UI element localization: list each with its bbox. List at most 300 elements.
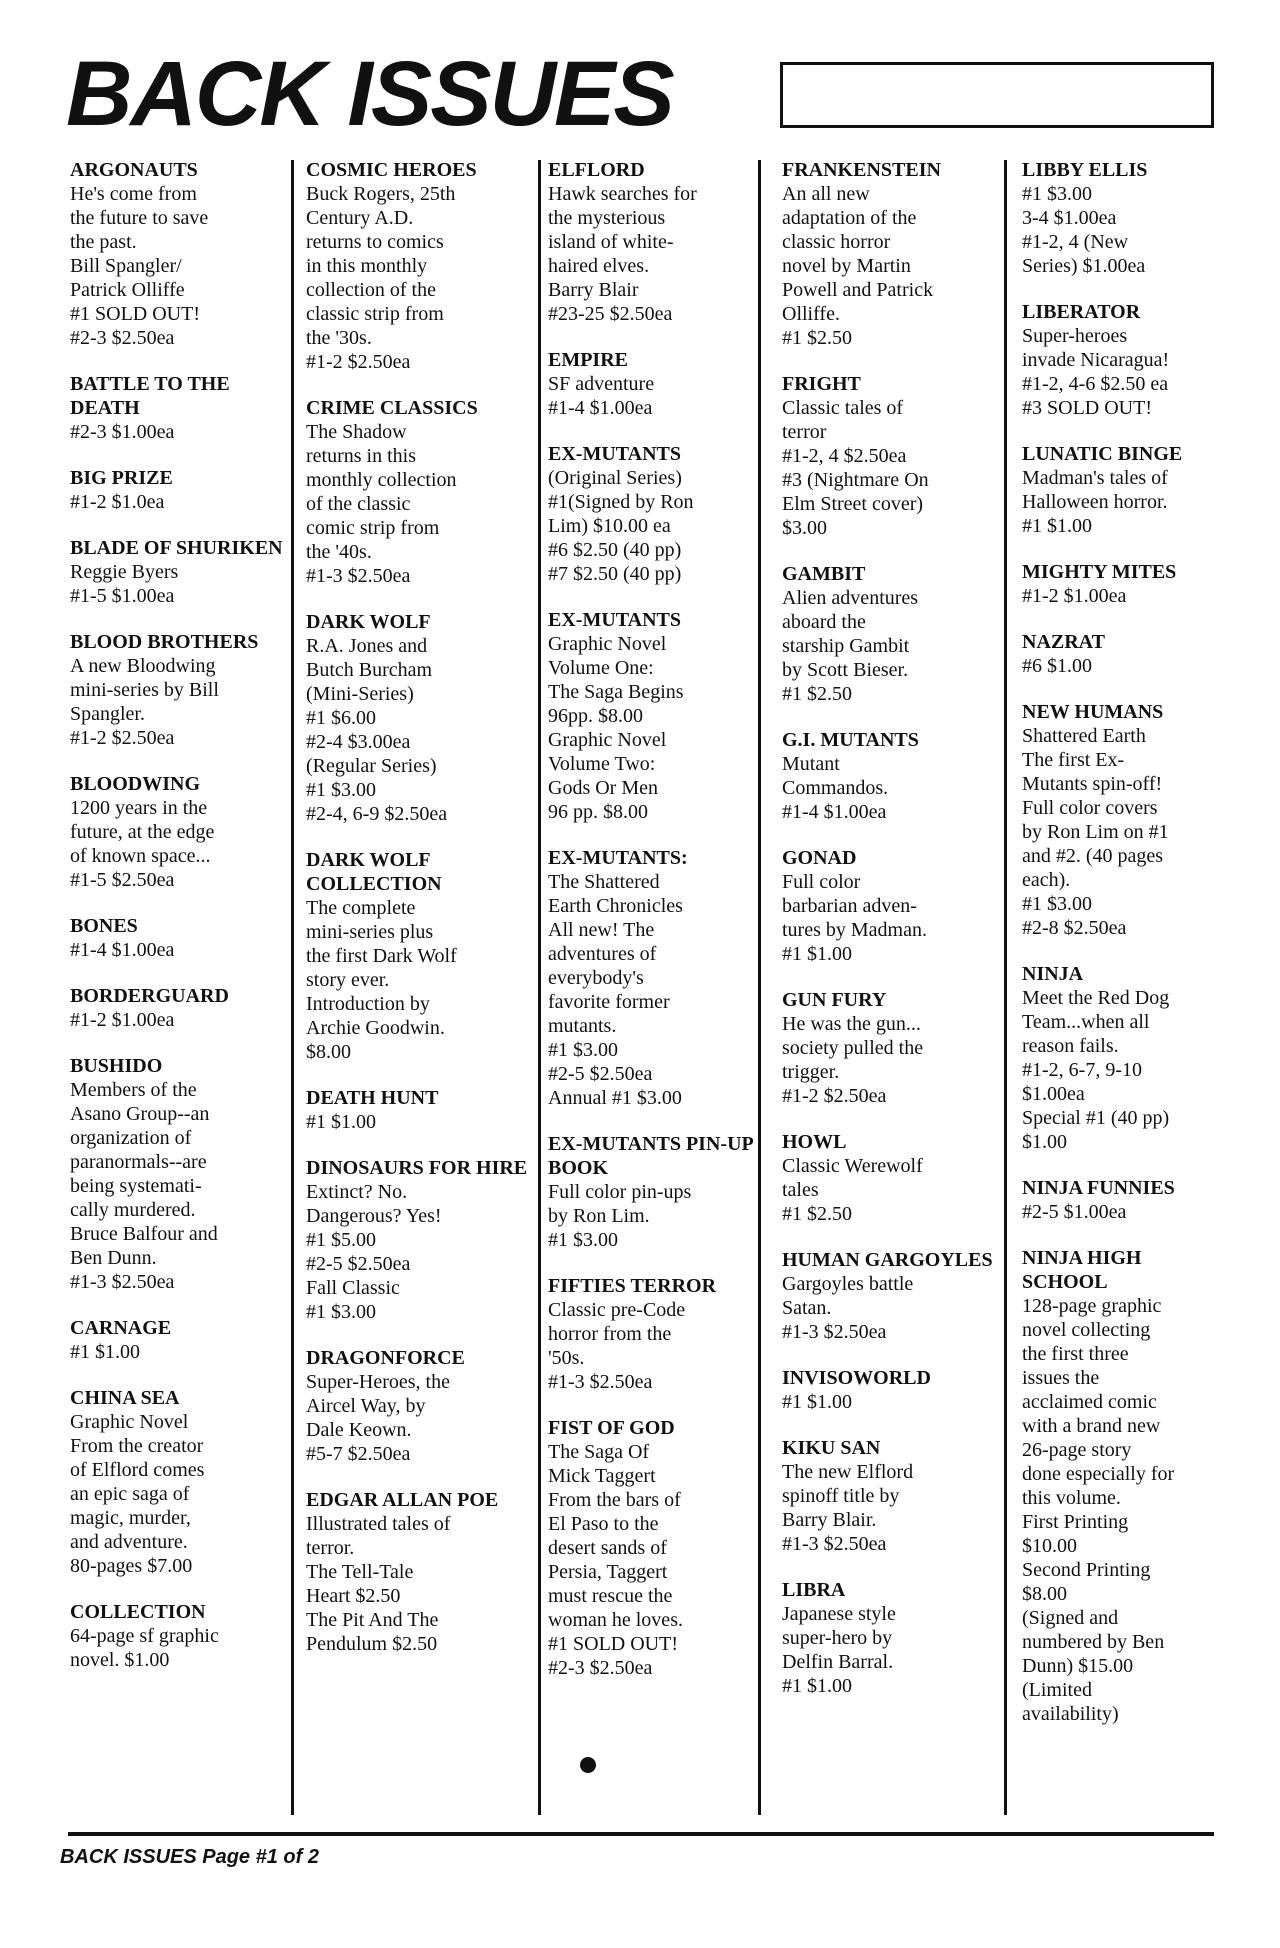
issue-detail-line: cally murdered. bbox=[70, 1199, 196, 1221]
issue-title: CARNAGE bbox=[70, 1317, 172, 1339]
issue-detail-line: barbarian adven- bbox=[782, 895, 917, 917]
issue-detail-line: the '40s. bbox=[306, 541, 372, 563]
issue-detail-line: Archie Goodwin. bbox=[306, 1017, 445, 1039]
issue-entry bbox=[782, 1130, 1012, 1226]
issue-detail-line: Alien adventures bbox=[782, 587, 919, 609]
issue-detail-line: From the creator bbox=[70, 1435, 204, 1457]
issue-entry bbox=[1022, 962, 1222, 1154]
issue-detail-line: Mutant bbox=[782, 753, 840, 775]
issue-detail-line: #2-4 $3.00ea bbox=[306, 731, 411, 753]
issue-entry bbox=[1022, 1176, 1222, 1224]
issue-detail-line: 3-4 $1.00ea bbox=[1022, 207, 1117, 229]
issue-entry bbox=[782, 1436, 1012, 1556]
issue-detail-line: 96 pp. $8.00 bbox=[548, 801, 648, 823]
issue-detail-line: numbered by Ben bbox=[1022, 1631, 1165, 1653]
issue-detail-line: woman he loves. bbox=[548, 1609, 683, 1631]
issue-title: EX-MUTANTS bbox=[548, 609, 681, 631]
issue-detail-line: (Original Series) bbox=[548, 467, 682, 489]
issue-entry bbox=[1022, 300, 1222, 420]
issue-detail-line: The Saga Begins bbox=[548, 681, 684, 703]
issue-detail-line: future, at the edge bbox=[70, 821, 215, 843]
issue-detail-line: this volume. bbox=[1022, 1487, 1121, 1509]
issue-entry bbox=[70, 1054, 292, 1294]
issue-detail-line: the future to save bbox=[70, 207, 209, 229]
issue-detail-line: Bruce Balfour and bbox=[70, 1223, 218, 1245]
column-4 bbox=[782, 158, 1012, 1818]
issue-detail-line: Century A.D. bbox=[306, 207, 414, 229]
issue-title: BATTLE TO THE DEATH bbox=[70, 373, 230, 419]
issue-title: GAMBIT bbox=[782, 563, 866, 585]
issue-detail-line: the first three bbox=[1022, 1343, 1129, 1365]
issue-detail-line: novel. $1.00 bbox=[70, 1649, 170, 1671]
issue-entry bbox=[548, 442, 780, 586]
issue-title: ELFLORD bbox=[548, 159, 645, 181]
issue-detail-line: novel by Martin bbox=[782, 255, 911, 277]
issue-detail-line: #1-3 $2.50ea bbox=[70, 1271, 175, 1293]
issue-title: EX-MUTANTS: bbox=[548, 847, 688, 869]
issue-detail-line: The new Elflord bbox=[782, 1461, 914, 1483]
issue-entry bbox=[782, 1366, 1012, 1414]
issue-detail-line: Patrick Olliffe bbox=[70, 279, 185, 301]
issue-detail-line: Graphic Novel bbox=[548, 729, 667, 751]
issue-title: MIGHTY MITES bbox=[1022, 561, 1177, 583]
issue-detail-line: #1 $3.00 bbox=[306, 779, 376, 801]
issue-detail-line: each). bbox=[1022, 869, 1071, 891]
issue-detail-line: mini-series plus bbox=[306, 921, 434, 943]
issue-detail-line: Heart $2.50 bbox=[306, 1585, 401, 1607]
issue-title: KIKU SAN bbox=[782, 1437, 881, 1459]
issue-detail-line: mini-series by Bill bbox=[70, 679, 219, 701]
issue-detail-line: Asano Group--an bbox=[70, 1103, 210, 1125]
bottom-rule bbox=[68, 1832, 1214, 1836]
issue-detail-line: tures by Madman. bbox=[782, 919, 927, 941]
issue-detail-line: Introduction by bbox=[306, 993, 430, 1015]
issue-detail-line: Pendulum $2.50 bbox=[306, 1633, 438, 1655]
issue-entry bbox=[70, 1386, 292, 1578]
issue-detail-line: $1.00 bbox=[1022, 1131, 1067, 1153]
issue-detail-line: #6 $2.50 (40 pp) bbox=[548, 539, 682, 561]
issue-title: BLADE OF SHURIKEN bbox=[70, 537, 283, 559]
issue-detail-line: The Saga Of bbox=[548, 1441, 650, 1463]
issue-entry bbox=[70, 1316, 292, 1364]
issue-entry bbox=[548, 1416, 780, 1680]
issue-entry bbox=[1022, 1246, 1222, 1726]
issue-title: G.I. MUTANTS bbox=[782, 729, 919, 751]
issue-detail-line: the past. bbox=[70, 231, 137, 253]
issue-detail-line: #2-5 $2.50ea bbox=[306, 1253, 411, 1275]
issue-title: HOWL bbox=[782, 1131, 847, 1153]
issue-detail-line: From the bars of bbox=[548, 1489, 681, 1511]
issue-detail-line: #1-5 $2.50ea bbox=[70, 869, 175, 891]
issue-detail-line: (Regular Series) bbox=[306, 755, 437, 777]
issue-entry bbox=[70, 158, 292, 350]
issue-detail-line: favorite former bbox=[548, 991, 670, 1013]
issue-detail-line: The Pit And The bbox=[306, 1609, 439, 1631]
issue-title: COSMIC HEROES bbox=[306, 159, 477, 181]
issue-detail-line: #1 $3.00 bbox=[1022, 893, 1092, 915]
issue-detail-line: 96pp. $8.00 bbox=[548, 705, 643, 727]
listing-columns bbox=[70, 158, 1220, 1818]
issue-detail-line: #2-5 $2.50ea bbox=[548, 1063, 653, 1085]
issue-detail-line: the first Dark Wolf bbox=[306, 945, 457, 967]
issue-detail-line: Aircel Way, by bbox=[306, 1395, 426, 1417]
issue-title: LIBBY ELLIS bbox=[1022, 159, 1148, 181]
issue-title: COLLECTION bbox=[70, 1601, 206, 1623]
issue-entry bbox=[1022, 442, 1222, 538]
issue-title: LUNATIC BINGE bbox=[1022, 443, 1183, 465]
issue-detail-line: and #2. (40 pages bbox=[1022, 845, 1164, 867]
issue-entry bbox=[782, 562, 1012, 706]
issue-detail-line: (Signed and bbox=[1022, 1607, 1119, 1629]
issue-detail-line: issues the bbox=[1022, 1367, 1100, 1389]
issue-detail-line: #1-2, 6-7, 9-10 bbox=[1022, 1059, 1142, 1081]
issue-detail-line: acclaimed comic bbox=[1022, 1391, 1157, 1413]
issue-detail-line: by Ron Lim on #1 bbox=[1022, 821, 1169, 843]
issue-detail-line: Ben Dunn. bbox=[70, 1247, 157, 1269]
issue-title: BLOOD BROTHERS bbox=[70, 631, 259, 653]
issue-detail-line: El Paso to the bbox=[548, 1513, 659, 1535]
issue-detail-line: R.A. Jones and bbox=[306, 635, 428, 657]
issue-detail-line: the '30s. bbox=[306, 327, 372, 349]
issue-title: DRAGONFORCE bbox=[306, 1347, 465, 1369]
issue-detail-line: Shattered Earth bbox=[1022, 725, 1146, 747]
issue-detail-line: the mysterious bbox=[548, 207, 666, 229]
issue-title: BLOODWING bbox=[70, 773, 201, 795]
issue-entry bbox=[306, 1156, 536, 1324]
issue-entry bbox=[1022, 560, 1222, 608]
issue-entry bbox=[70, 536, 292, 608]
issue-title: NINJA HIGH SCHOOL bbox=[1022, 1247, 1142, 1293]
issue-detail-line: #1 $6.00 bbox=[306, 707, 376, 729]
issue-detail-line: everybody's bbox=[548, 967, 644, 989]
issue-entry bbox=[1022, 700, 1222, 940]
issue-detail-line: #6 $1.00 bbox=[1022, 655, 1092, 677]
issue-detail-line: #1-2 $2.50ea bbox=[306, 351, 411, 373]
issue-title: CHINA SEA bbox=[70, 1387, 180, 1409]
issue-detail-line: Commandos. bbox=[782, 777, 889, 799]
issue-detail-line: #1 SOLD OUT! bbox=[70, 303, 200, 325]
issue-entry bbox=[782, 846, 1012, 966]
issue-detail-line: Halloween horror. bbox=[1022, 491, 1168, 513]
issue-detail-line: Mick Taggert bbox=[548, 1465, 656, 1487]
issue-detail-line: #1-3 $2.50ea bbox=[782, 1533, 887, 1555]
issue-detail-line: Hawk searches for bbox=[548, 183, 697, 205]
issue-entry bbox=[70, 466, 292, 514]
issue-detail-line: tales bbox=[782, 1179, 819, 1201]
issue-detail-line: adaptation of the bbox=[782, 207, 917, 229]
issue-detail-line: island of white- bbox=[548, 231, 674, 253]
ink-blot-mark bbox=[580, 1757, 596, 1773]
issue-detail-line: #1-2, 4 (New bbox=[1022, 231, 1129, 253]
issue-title: FRANKENSTEIN bbox=[782, 159, 941, 181]
issue-detail-line: Earth Chronicles bbox=[548, 895, 683, 917]
issue-detail-line: Graphic Novel bbox=[548, 633, 667, 655]
issue-detail-line: #1 $1.00 bbox=[70, 1341, 140, 1363]
issue-detail-line: aboard the bbox=[782, 611, 866, 633]
issue-detail-line: #1 $1.00 bbox=[1022, 515, 1092, 537]
issue-detail-line: Team...when all bbox=[1022, 1011, 1150, 1033]
issue-detail-line: reason fails. bbox=[1022, 1035, 1119, 1057]
issue-title: ARGONAUTS bbox=[70, 159, 198, 181]
issue-title: NAZRAT bbox=[1022, 631, 1105, 653]
issue-detail-line: First Printing bbox=[1022, 1511, 1129, 1533]
issue-detail-line: #1-2 $2.50ea bbox=[782, 1085, 887, 1107]
issue-detail-line: The Shadow bbox=[306, 421, 407, 443]
issue-detail-line: #1 $2.50 bbox=[782, 683, 852, 705]
issue-detail-line: Elm Street cover) bbox=[782, 493, 924, 515]
issue-entry bbox=[70, 772, 292, 892]
issue-detail-line: #1 SOLD OUT! bbox=[548, 1633, 678, 1655]
issue-detail-line: A new Bloodwing bbox=[70, 655, 216, 677]
issue-detail-line: paranormals--are bbox=[70, 1151, 207, 1173]
issue-detail-line: terror bbox=[782, 421, 827, 443]
issue-detail-line: #1 $3.00 bbox=[1022, 183, 1092, 205]
issue-entry bbox=[782, 988, 1012, 1108]
issue-detail-line: mutants. bbox=[548, 1015, 617, 1037]
column-5 bbox=[1022, 158, 1222, 1818]
issue-detail-line: Full color pin-ups bbox=[548, 1181, 692, 1203]
issue-detail-line: returns in this bbox=[306, 445, 416, 467]
issue-detail-line: #1-3 $2.50ea bbox=[782, 1321, 887, 1343]
issue-detail-line: Barry Blair bbox=[548, 279, 639, 301]
issue-detail-line: classic strip from bbox=[306, 303, 444, 325]
issue-detail-line: Super-heroes bbox=[1022, 325, 1128, 347]
issue-detail-line: Buck Rogers, 25th bbox=[306, 183, 456, 205]
issue-detail-line: 26-page story bbox=[1022, 1439, 1132, 1461]
issue-detail-line: #1 $1.00 bbox=[782, 1391, 852, 1413]
issue-title: BUSHIDO bbox=[70, 1055, 163, 1077]
issue-detail-line: and adventure. bbox=[70, 1531, 188, 1553]
issue-title: EDGAR ALLAN POE bbox=[306, 1489, 499, 1511]
issue-detail-line: terror. bbox=[306, 1537, 355, 1559]
issue-title: CRIME CLASSICS bbox=[306, 397, 478, 419]
issue-detail-line: $1.00ea bbox=[1022, 1083, 1085, 1105]
issue-entry bbox=[306, 1488, 536, 1656]
issue-entry bbox=[782, 1578, 1012, 1698]
issue-detail-line: invade Nicaragua! bbox=[1022, 349, 1170, 371]
issue-detail-line: #1-4 $1.00ea bbox=[782, 801, 887, 823]
issue-detail-line: #1-5 $1.00ea bbox=[70, 585, 175, 607]
issue-detail-line: Classic tales of bbox=[782, 397, 904, 419]
issue-entry bbox=[70, 630, 292, 750]
page-footer: BACK ISSUES Page #1 of 2 bbox=[60, 1846, 319, 1868]
issue-detail-line: adventures of bbox=[548, 943, 657, 965]
issue-detail-line: An all new bbox=[782, 183, 870, 205]
issue-detail-line: 64-page sf graphic bbox=[70, 1625, 219, 1647]
issue-detail-line: Meet the Red Dog bbox=[1022, 987, 1170, 1009]
issue-detail-line: #1-3 $2.50ea bbox=[306, 565, 411, 587]
issue-detail-line: returns to comics bbox=[306, 231, 444, 253]
issue-detail-line: #5-7 $2.50ea bbox=[306, 1443, 411, 1465]
issue-detail-line: Olliffe. bbox=[782, 303, 840, 325]
issue-entry bbox=[548, 158, 780, 326]
issue-detail-line: Full color covers bbox=[1022, 797, 1158, 819]
issue-detail-line: Dunn) $15.00 bbox=[1022, 1655, 1134, 1677]
issue-detail-line: Members of the bbox=[70, 1079, 197, 1101]
issue-detail-line: Annual #1 $3.00 bbox=[548, 1087, 682, 1109]
issue-entry bbox=[306, 848, 536, 1064]
issue-title: GUN FURY bbox=[782, 989, 887, 1011]
issue-title: LIBRA bbox=[782, 1579, 846, 1601]
issue-detail-line: by Scott Bieser. bbox=[782, 659, 909, 681]
issue-title: BORDERGUARD bbox=[70, 985, 229, 1007]
issue-entry bbox=[548, 846, 780, 1110]
issue-detail-line: #3 (Nightmare On bbox=[782, 469, 929, 491]
issue-detail-line: classic horror bbox=[782, 231, 891, 253]
issue-title: FRIGHT bbox=[782, 373, 861, 395]
issue-detail-line: 1200 years in the bbox=[70, 797, 208, 819]
column-3 bbox=[548, 158, 780, 1818]
issue-entry bbox=[70, 1600, 292, 1672]
issue-detail-line: Gods Or Men bbox=[548, 777, 658, 799]
issue-detail-line: The first Ex- bbox=[1022, 749, 1125, 771]
issue-detail-line: #2-5 $1.00ea bbox=[1022, 1201, 1127, 1223]
issue-detail-line: #2-4, 6-9 $2.50ea bbox=[306, 803, 448, 825]
issue-entry bbox=[782, 158, 1012, 350]
issue-title: DINOSAURS FOR HIRE bbox=[306, 1157, 528, 1179]
issue-detail-line: magic, murder, bbox=[70, 1507, 191, 1529]
issue-detail-line: Mutants spin-off! bbox=[1022, 773, 1163, 795]
issue-detail-line: #1(Signed by Ron bbox=[548, 491, 694, 513]
issue-detail-line: an epic saga of bbox=[70, 1483, 190, 1505]
issue-detail-line: #1 $1.00 bbox=[306, 1111, 376, 1133]
issue-title: DARK WOLF COLLECTION bbox=[306, 849, 442, 895]
issue-detail-line: #1-2 $1.00ea bbox=[1022, 585, 1127, 607]
issue-detail-line: Gargoyles battle bbox=[782, 1273, 914, 1295]
issue-detail-line: Satan. bbox=[782, 1297, 832, 1319]
issue-detail-line: Delfin Barral. bbox=[782, 1651, 894, 1673]
issue-detail-line: Lim) $10.00 ea bbox=[548, 515, 671, 537]
issue-detail-line: SF adventure bbox=[548, 373, 655, 395]
issue-detail-line: #2-3 $2.50ea bbox=[70, 327, 175, 349]
issue-detail-line: of known space... bbox=[70, 845, 211, 867]
issue-entry bbox=[306, 1086, 536, 1134]
issue-detail-line: #1-2 $1.0ea bbox=[70, 491, 165, 513]
issue-title: GONAD bbox=[782, 847, 857, 869]
issue-title: NEW HUMANS bbox=[1022, 701, 1164, 723]
issue-title: BIG PRIZE bbox=[70, 467, 173, 489]
issue-entry bbox=[306, 610, 536, 826]
issue-detail-line: #2-3 $1.00ea bbox=[70, 421, 175, 443]
issue-detail-line: #3 SOLD OUT! bbox=[1022, 397, 1152, 419]
issue-detail-line: Classic pre-Code bbox=[548, 1299, 686, 1321]
issue-detail-line: #1-2, 4-6 $2.50 ea bbox=[1022, 373, 1169, 395]
issue-entry bbox=[306, 396, 536, 588]
issue-detail-line: Extinct? No. bbox=[306, 1181, 408, 1203]
issue-detail-line: #2-3 $2.50ea bbox=[548, 1657, 653, 1679]
issue-entry bbox=[306, 158, 536, 374]
issue-title: LIBERATOR bbox=[1022, 301, 1141, 323]
issue-detail-line: He's come from bbox=[70, 183, 197, 205]
issue-detail-line: #7 $2.50 (40 pp) bbox=[548, 563, 682, 585]
issue-title: DEATH HUNT bbox=[306, 1087, 439, 1109]
issue-entry bbox=[548, 1132, 780, 1252]
issue-detail-line: super-hero by bbox=[782, 1627, 893, 1649]
issue-detail-line: Illustrated tales of bbox=[306, 1513, 451, 1535]
issue-detail-line: being systemati- bbox=[70, 1175, 202, 1197]
issue-detail-line: #1 $3.00 bbox=[548, 1039, 618, 1061]
issue-detail-line: monthly collection bbox=[306, 469, 457, 491]
issue-detail-line: comic strip from bbox=[306, 517, 440, 539]
issue-detail-line: Powell and Patrick bbox=[782, 279, 934, 301]
issue-detail-line: Reggie Byers bbox=[70, 561, 179, 583]
issue-detail-line: #1 $3.00 bbox=[306, 1301, 376, 1323]
issue-detail-line: He was the gun... bbox=[782, 1013, 921, 1035]
issue-detail-line: #1-2 $1.00ea bbox=[70, 1009, 175, 1031]
issue-detail-line: Special #1 (40 pp) bbox=[1022, 1107, 1170, 1129]
issue-title: NINJA FUNNIES bbox=[1022, 1177, 1175, 1199]
issue-entry bbox=[548, 1274, 780, 1394]
issue-detail-line: #1 $2.50 bbox=[782, 1203, 852, 1225]
issue-detail-line: $3.00 bbox=[782, 517, 827, 539]
issue-detail-line: Volume Two: bbox=[548, 753, 656, 775]
issue-detail-line: 80-pages $7.00 bbox=[70, 1555, 193, 1577]
issue-detail-line: starship Gambit bbox=[782, 635, 910, 657]
issue-detail-line: Classic Werewolf bbox=[782, 1155, 923, 1177]
issue-detail-line: of Elflord comes bbox=[70, 1459, 205, 1481]
issue-detail-line: Full color bbox=[782, 871, 861, 893]
column-1 bbox=[70, 158, 292, 1818]
issue-entry bbox=[1022, 158, 1222, 278]
issue-detail-line: Volume One: bbox=[548, 657, 654, 679]
issue-detail-line: Japanese style bbox=[782, 1603, 896, 1625]
issue-detail-line: Super-Heroes, the bbox=[306, 1371, 450, 1393]
issue-detail-line: #1 $1.00 bbox=[782, 1675, 852, 1697]
page-title: BACK ISSUES bbox=[66, 43, 673, 145]
issue-detail-line: desert sands of bbox=[548, 1537, 667, 1559]
issue-detail-line: #1 $2.50 bbox=[782, 327, 852, 349]
issue-detail-line: $8.00 bbox=[306, 1041, 351, 1063]
issue-title: EX-MUTANTS bbox=[548, 443, 681, 465]
issue-detail-line: done especially for bbox=[1022, 1463, 1175, 1485]
issue-detail-line: Madman's tales of bbox=[1022, 467, 1168, 489]
issue-detail-line: Persia, Taggert bbox=[548, 1561, 668, 1583]
issue-detail-line: Graphic Novel bbox=[70, 1411, 189, 1433]
issue-detail-line: #1-4 $1.00ea bbox=[70, 939, 175, 961]
issue-detail-line: organization of bbox=[70, 1127, 192, 1149]
issue-title: INVISOWORLD bbox=[782, 1367, 931, 1389]
issue-title: EX-MUTANTS PIN-UP BOOK bbox=[548, 1133, 753, 1179]
column-2 bbox=[306, 158, 536, 1818]
issue-detail-line: with a brand new bbox=[1022, 1415, 1161, 1437]
issue-detail-line: haired elves. bbox=[548, 255, 650, 277]
issue-entry bbox=[548, 608, 780, 824]
issue-entry bbox=[306, 1346, 536, 1466]
issue-detail-line: #1-2, 4 $2.50ea bbox=[782, 445, 907, 467]
issue-detail-line: by Ron Lim. bbox=[548, 1205, 650, 1227]
issue-entry bbox=[70, 914, 292, 962]
issue-detail-line: trigger. bbox=[782, 1061, 840, 1083]
issue-detail-line: #2-8 $2.50ea bbox=[1022, 917, 1127, 939]
issue-detail-line: Butch Burcham bbox=[306, 659, 433, 681]
issue-entry bbox=[1022, 630, 1222, 678]
issue-detail-line: 128-page graphic bbox=[1022, 1295, 1162, 1317]
title-blank-box bbox=[780, 62, 1214, 128]
issue-detail-line: Fall Classic bbox=[306, 1277, 400, 1299]
issue-title: NINJA bbox=[1022, 963, 1084, 985]
issue-detail-line: (Mini-Series) bbox=[306, 683, 414, 705]
issue-entry bbox=[782, 372, 1012, 540]
issue-detail-line: Barry Blair. bbox=[782, 1509, 877, 1531]
issue-detail-line: collection of the bbox=[306, 279, 436, 301]
issue-detail-line: spinoff title by bbox=[782, 1485, 900, 1507]
issue-detail-line: #1-4 $1.00ea bbox=[548, 397, 653, 419]
issue-entry bbox=[548, 348, 780, 420]
issue-detail-line: in this monthly bbox=[306, 255, 428, 277]
issue-detail-line: of the classic bbox=[306, 493, 411, 515]
issue-entry bbox=[70, 372, 292, 444]
issue-detail-line: #1-2 $2.50ea bbox=[70, 727, 175, 749]
